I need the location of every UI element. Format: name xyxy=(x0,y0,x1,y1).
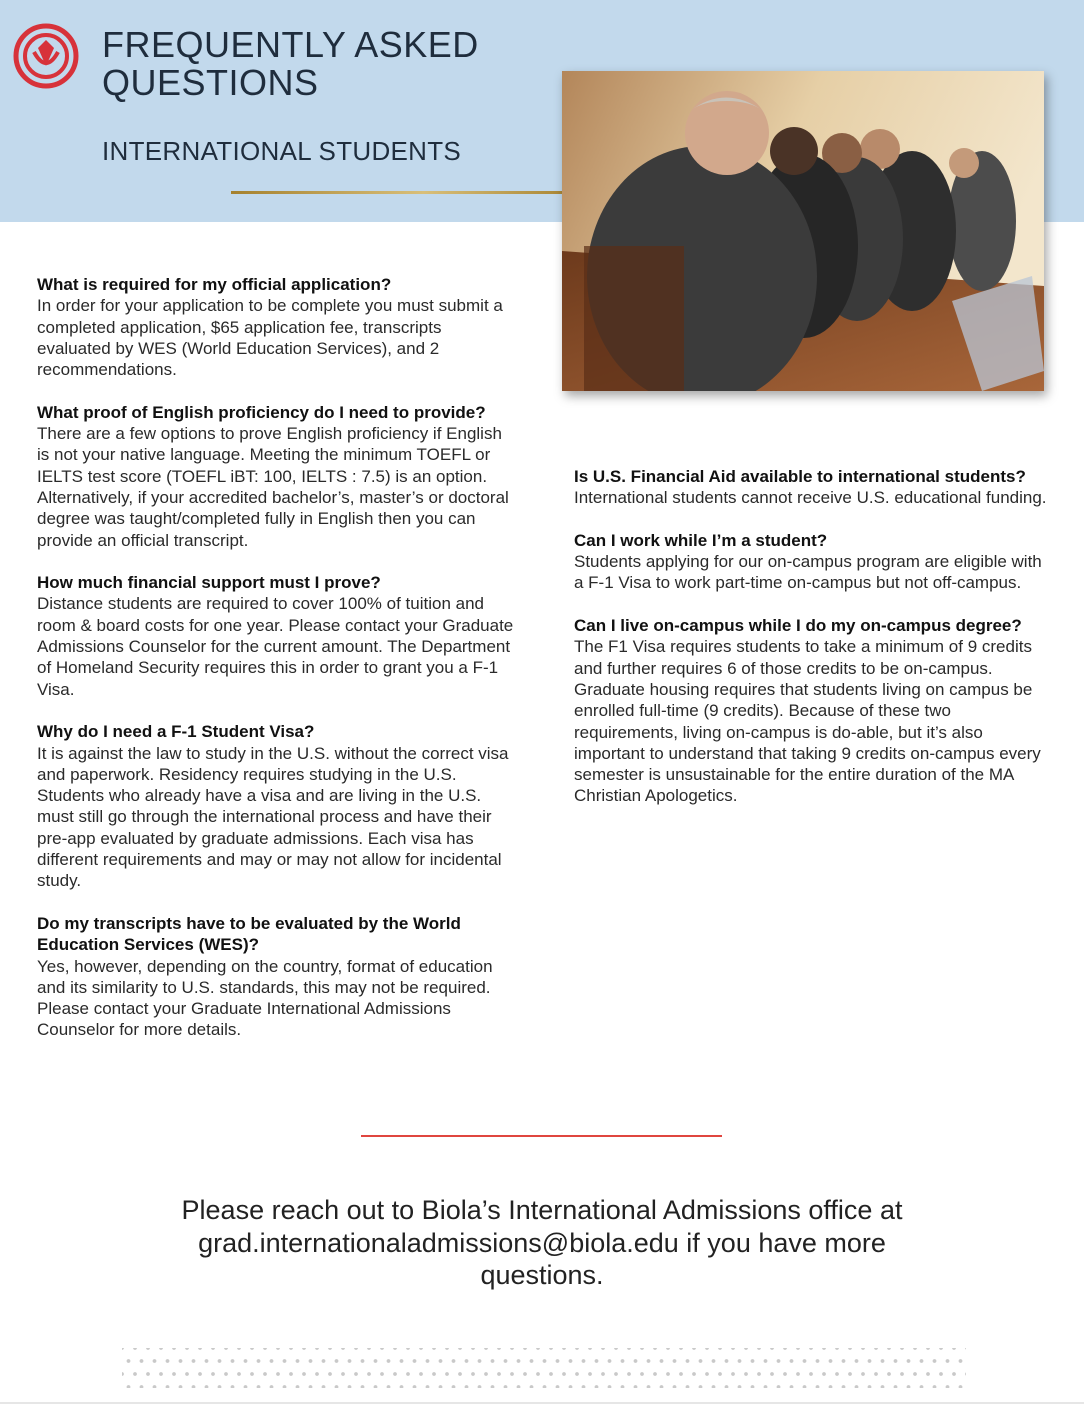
contact-message: Please reach out to Biola’s International Admissions office at grad.internationaladmissions@biola.edu if you have more questions. xyxy=(181,1195,903,1290)
faq-question: What proof of English proficiency do I need to provide? xyxy=(37,402,486,422)
faq-item xyxy=(574,530,1054,594)
classroom-photo xyxy=(562,71,1044,391)
red-divider xyxy=(361,1135,722,1137)
faq-answer: The F1 Visa requires students to take a minimum of 9 credits and further requires 6 of those credits to be on-campus. Graduate housing requires that students living on campus be enrolled full-time (9 credits). Because of these two requirements, living on-campus is do-able, but it’s also important to understand that taking 9 credits on-campus every semester is unsustainable for the entire duration of the MA Christian Apologetics. xyxy=(574,637,1041,806)
faq-item xyxy=(37,913,515,1041)
faq-answer: It is against the law to study in the U.S. without the correct visa and paperwork. Residency requires studying in the U.S. Students who already have a visa and are living in the U.S. must still go through the international process and have their pre-app evaluated by graduate admissions. Each visa has different requirements and may or may not allow for incidental study. xyxy=(37,743,509,891)
faq-answer: International students cannot receive U.S. educational funding. xyxy=(574,488,1047,508)
faq-answer: Yes, however, depending on the country, format of education and its similarity to U.S. standards, this may not be required. Please contact your Graduate International Admissions Counselor for more details. xyxy=(37,956,493,1040)
faq-column-left xyxy=(37,274,515,1062)
faq-question: Can I work while I’m a student? xyxy=(574,530,828,550)
faq-question: What is required for my official application? xyxy=(37,275,392,294)
biola-logo-icon xyxy=(12,22,80,90)
page-subtitle: INTERNATIONAL STUDENTS xyxy=(102,136,462,166)
faq-item xyxy=(37,572,515,700)
page-title: FREQUENTLY ASKED QUESTIONS xyxy=(102,24,479,103)
faq-item xyxy=(37,402,515,551)
faq-question: Is U.S. Financial Aid available to international students? xyxy=(574,467,1026,486)
faq-answer: In order for your application to be complete you must submit a completed application, $65 application fee, transcripts evaluated by WES (World Education Services), and 2 recommendations. xyxy=(37,296,503,380)
faq-answer: There are a few options to prove English proficiency if English is not your native language. Meeting the minimum TOEFL or IELTS test score (TOEFL iBT: 100, IELTS : 7.5) is an option. Alternatively, if your accredited bachelor’s, master’s or doctoral degree was taught/completed fully in English then you can provide an official transcript. xyxy=(37,424,509,550)
dot-pattern-decoration xyxy=(122,1348,966,1388)
faq-answer: Distance students are required to cover 100% of tuition and room & board costs for one year. Please contact your Graduate Admissions Counselor for the current amount. The Department of Homeland Security requires this in order to grant you a F-1 Visa. xyxy=(37,594,514,699)
faq-question: Do my transcripts have to be evaluated by the World Education Services (WES)? xyxy=(37,913,461,955)
faq-question: How much financial support must I prove? xyxy=(37,573,381,593)
faq-item xyxy=(37,721,515,891)
faq-item xyxy=(574,615,1054,807)
faq-item xyxy=(574,466,1054,509)
faq-question: Why do I need a F-1 Student Visa? xyxy=(37,722,315,742)
page-bottom-border xyxy=(0,1402,1084,1404)
faq-question: Can I live on-campus while I do my on-campus degree? xyxy=(574,616,1022,636)
gold-divider xyxy=(231,191,581,194)
faq-answer: Students applying for our on-campus program are eligible with a F-1 Visa to work part-time on-campus but not off-campus. xyxy=(574,552,1042,593)
faq-item xyxy=(37,274,515,380)
faq-column-right xyxy=(574,466,1054,828)
